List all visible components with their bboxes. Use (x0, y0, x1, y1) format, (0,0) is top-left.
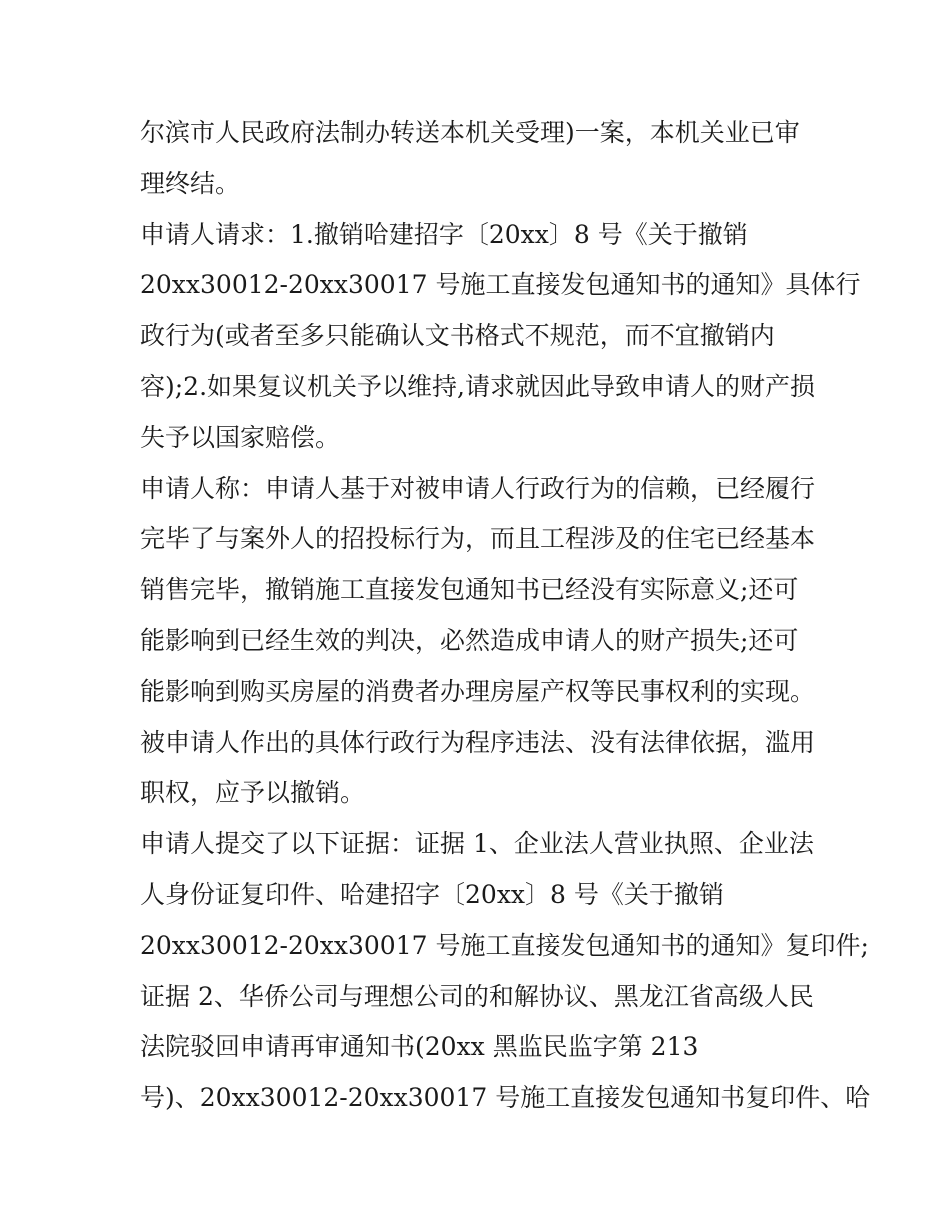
text-line: 失予以国家赔偿。 (140, 422, 341, 452)
text-line: 20xx30012-20xx30017 号施工直接发包通知书的通知》具体行 (140, 270, 861, 300)
text-line: 申请人提交了以下证据：证据 1、企业法人营业执照、企业法 (140, 829, 814, 859)
text-line: 容);2.如果复议机关予以维持,请求就因此导致申请人的财产损 (140, 371, 815, 401)
text-line: 完毕了与案外人的招投标行为，而且工程涉及的住宅已经基本 (140, 524, 816, 554)
text-line: 被申请人作出的具体行政行为程序违法、没有法律依据，滥用 (140, 727, 816, 757)
text-line: 申请人请求：1.撤销哈建招字〔20xx〕8 号《关于撤销 (140, 219, 748, 249)
text-line: 销售完毕，撤销施工直接发包通知书已经没有实际意义;还可 (140, 575, 799, 605)
text-line: 政行为(或者至多只能确认文书格式不规范，而不宜撤销内 (140, 321, 775, 351)
text-line: 人身份证复印件、哈建招字〔20xx〕8 号《关于撤销 (140, 879, 724, 909)
text-line: 能影响到购买房屋的消费者办理房屋产权等民事权利的实现。 (140, 676, 816, 706)
text-line: 理终结。 (140, 168, 241, 198)
document-body (140, 108, 871, 1124)
text-line: 职权，应予以撤销。 (140, 778, 366, 808)
text-line: 证据 2、华侨公司与理想公司的和解协议、黑龙江省高级人民 (140, 981, 814, 1011)
text-line: 20xx30012-20xx30017 号施工直接发包通知书的通知》复印件; (140, 930, 869, 960)
text-line: 能影响到已经生效的判决，必然造成申请人的财产损失;还可 (140, 625, 799, 655)
text-line: 号)、20xx30012-20xx30017 号施工直接发包通知书复印件、哈 (140, 1083, 871, 1113)
text-line: 法院驳回申请再审通知书(20xx 黑监民监字第 213 (140, 1032, 699, 1062)
text-line: 申请人称：申请人基于对被申请人行政行为的信赖，已经履行 (140, 473, 816, 503)
text-line: 尔滨市人民政府法制办转送本机关受理)一案，本机关业已审 (140, 118, 800, 147)
